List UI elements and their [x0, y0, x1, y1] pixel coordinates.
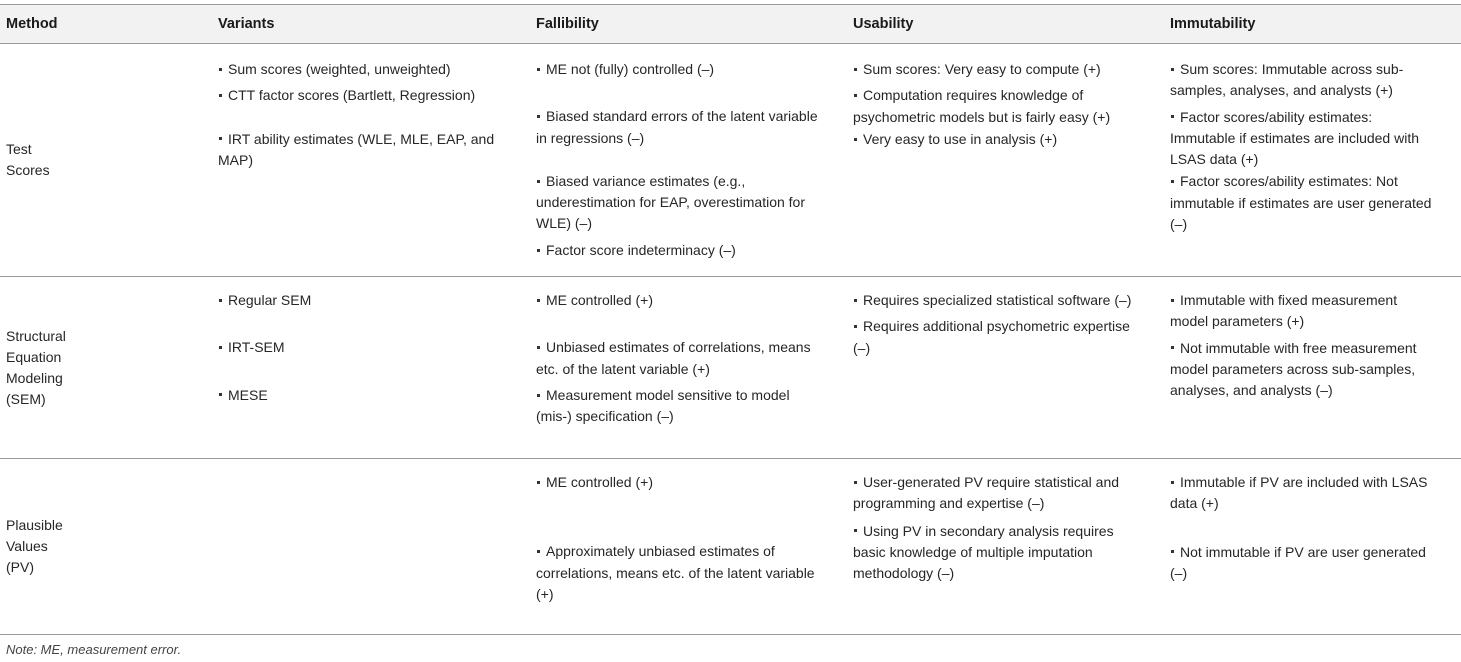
bullet-icon: [1171, 68, 1174, 71]
bullet-item: [853, 129, 1142, 150]
bullet-item: [218, 129, 508, 172]
bullet-text: User-generated PV require statistical and programming and expertise (–): [853, 474, 1120, 512]
immutability-cell: [1164, 459, 1461, 635]
bullet-icon: [854, 94, 857, 97]
bullet-text: Measurement model sensitive to model (mis-) specification (–): [536, 386, 790, 425]
bullet-text: Regular SEM: [228, 292, 312, 308]
table-row-test-scores: [0, 44, 1461, 277]
usability-cell: [847, 44, 1164, 277]
bullet-text: Not immutable with free measurement model parameters across sub-samples, analyses, and analysts (–): [1170, 339, 1417, 399]
bullet-item: [218, 385, 508, 406]
bullet-text: Computation requires knowledge of psychometric models but is fairly easy (+): [853, 87, 1111, 125]
bullet-text: IRT ability estimates (WLE, MLE, EAP, and MAP): [218, 130, 495, 168]
immutability-cell: [1164, 44, 1461, 277]
comparison-table: [0, 4, 1461, 635]
bullet-item: [536, 472, 825, 493]
bullet-icon: [1171, 299, 1174, 302]
bullet-text: Using PV in secondary analysis requires basic knowledge of multiple imputation methodology (–): [853, 522, 1114, 582]
bullet-text: Immutable with fixed measurement model parameters (+): [1170, 292, 1398, 330]
bullet-icon: [219, 299, 222, 302]
variants-cell: [212, 44, 530, 277]
bullet-item: [536, 106, 825, 149]
bullet-text: Biased standard errors of the latent variable in regressions (–): [536, 108, 818, 146]
bullet-item: [1170, 290, 1439, 333]
bullet-icon: [219, 68, 222, 71]
bullet-text: MESE: [228, 386, 268, 403]
bullet-text: Requires specialized statistical software (–): [863, 292, 1132, 308]
bullet-item: [218, 85, 508, 106]
bullet-text: Immutable if PV are included with LSAS data (+): [1170, 474, 1428, 512]
bullet-text: Factor scores/ability estimates: Not immutable if estimates are user generated (–): [1170, 173, 1432, 233]
header-fallibility: Fallibility: [530, 5, 847, 44]
method-label-line: Modeling: [6, 369, 63, 386]
fallibility-cell: [530, 459, 847, 635]
bullet-item: [536, 337, 825, 380]
bullet-item: [218, 290, 508, 311]
bullet-item: [218, 337, 508, 358]
bullet-text: ME not (fully) controlled (–): [546, 61, 715, 77]
bullet-item: [536, 171, 825, 235]
bullet-icon: [219, 94, 222, 97]
bullet-item: [853, 472, 1142, 515]
bullet-icon: [854, 481, 857, 484]
bullet-item: [536, 59, 825, 80]
immutability-cell: [1164, 277, 1461, 459]
bullet-text: Sum scores (weighted, unweighted): [228, 61, 451, 77]
bullet-text: Unbiased estimates of correlations, means etc. of the latent variable (+): [536, 339, 811, 377]
bullet-item: [853, 85, 1142, 128]
method-label-line: Structural: [6, 327, 66, 344]
bullet-text: ME controlled (+): [546, 474, 653, 490]
bullet-icon: [537, 68, 540, 71]
method-label-line: Test: [6, 141, 32, 157]
header-immutability: Immutability: [1164, 5, 1461, 44]
bullet-icon: [537, 550, 540, 553]
bullet-icon: [854, 529, 857, 532]
table-row-sem: [0, 277, 1461, 459]
bullet-item: [1170, 542, 1439, 585]
bullet-text: Approximately unbiased estimates of correlations, means etc. of the latent variable (+): [536, 543, 815, 602]
bullet-text: ME controlled (+): [546, 292, 653, 308]
method-label-line: Plausible: [6, 517, 63, 533]
bullet-icon: [219, 393, 222, 396]
bullet-icon: [1171, 180, 1174, 183]
bullet-text: Requires additional psychometric expertise (–): [853, 318, 1130, 356]
bullet-item: [218, 59, 508, 80]
header-method: Method: [0, 5, 212, 44]
bullet-icon: [537, 299, 540, 302]
bullet-icon: [537, 346, 540, 349]
method-label-line: Values: [6, 538, 48, 554]
table-note: Note: ME, measurement error.: [6, 642, 182, 657]
bullet-icon: [1171, 346, 1174, 349]
method-cell: [0, 44, 212, 277]
bullet-text: CTT factor scores (Bartlett, Regression): [228, 87, 476, 104]
method-cell: [0, 277, 212, 459]
bullet-icon: [537, 481, 540, 484]
method-label-line: (SEM): [6, 390, 46, 407]
bullet-item: [536, 290, 825, 311]
bullet-item: [536, 240, 825, 261]
bullet-text: Biased variance estimates (e.g., underestimation for EAP, overestimation for WLE) (–): [536, 172, 805, 232]
bullet-icon: [854, 299, 857, 302]
bullet-icon: [537, 180, 540, 183]
bullet-icon: [537, 249, 540, 252]
fallibility-cell: [530, 277, 847, 459]
bullet-item: [853, 521, 1142, 585]
method-cell: [0, 459, 212, 635]
header-row: [0, 5, 1461, 44]
variants-cell: [212, 459, 530, 635]
bullet-item: [853, 59, 1142, 80]
bullet-icon: [854, 138, 857, 141]
table-row-plausible-values: [0, 459, 1461, 635]
bullet-icon: [1171, 481, 1174, 484]
bullet-text: Very easy to use in analysis (+): [863, 130, 1058, 147]
variants-cell: [212, 277, 530, 459]
bullet-item: [1170, 338, 1439, 402]
bullet-item: [853, 290, 1142, 311]
bullet-item: [1170, 472, 1439, 515]
bullet-text: Sum scores: Very easy to compute (+): [863, 61, 1101, 77]
bullet-text: Sum scores: Immutable across sub-samples, analyses, and analysts (+): [1170, 61, 1404, 99]
bullet-icon: [537, 115, 540, 118]
usability-cell: [847, 277, 1164, 459]
bullet-item: [1170, 59, 1439, 102]
bullet-item: [1170, 107, 1439, 171]
bullet-text: Not immutable if PV are user generated (–): [1170, 543, 1426, 581]
method-label-line: (PV): [6, 559, 34, 575]
bullet-text: Factor score indeterminacy (–): [546, 241, 736, 258]
method-label-line: Equation: [6, 348, 62, 365]
bullet-icon: [854, 325, 857, 328]
bullet-item: [536, 541, 825, 605]
header-variants: Variants: [212, 5, 530, 44]
header-usability: Usability: [847, 5, 1164, 44]
bullet-icon: [219, 346, 222, 349]
bullet-icon: [1171, 550, 1174, 553]
bullet-icon: [219, 137, 222, 140]
bullet-text: IRT-SEM: [228, 339, 285, 356]
bullet-item: [853, 316, 1142, 359]
usability-cell: [847, 459, 1164, 635]
fallibility-cell: [530, 44, 847, 277]
method-label-line: Scores: [6, 162, 50, 178]
bullet-icon: [1171, 115, 1174, 118]
bullet-item: [536, 385, 825, 428]
bullet-icon: [537, 394, 540, 397]
bullet-item: [1170, 171, 1439, 235]
bullet-text: Factor scores/ability estimates: Immutable if estimates are included with LSAS data (+): [1170, 108, 1419, 168]
bullet-icon: [854, 68, 857, 71]
